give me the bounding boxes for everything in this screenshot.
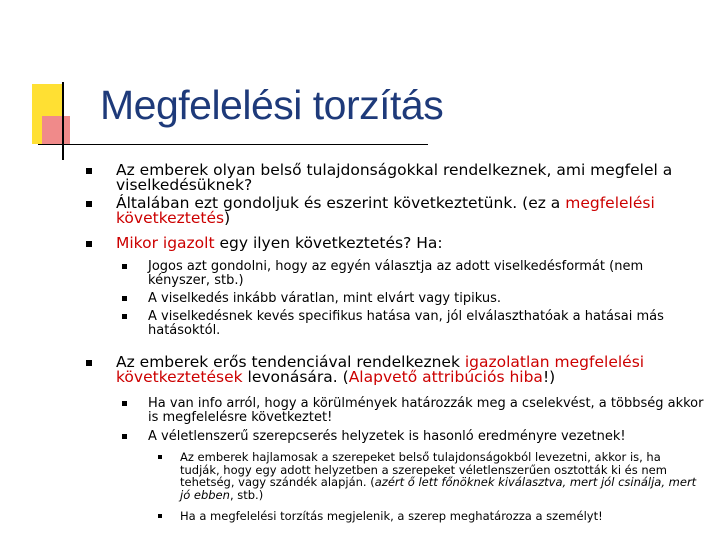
- square-bullet-icon: [122, 434, 127, 439]
- square-bullet-icon: [122, 264, 127, 269]
- sub-bullet-text: Jogos azt gondolni, hogy az egyén választja az adott viselkedésformát (nem kényszer, stb.): [148, 259, 644, 288]
- square-bullet-icon: [86, 360, 92, 366]
- bullet-4: [116, 355, 706, 385]
- bullet-3-text: egy ilyen következtetés? Ha:: [214, 234, 443, 252]
- square-bullet-icon: [86, 201, 92, 207]
- sub-sub-bullet-text: Az emberek hajlamosak a szerepeket belső tulajdonságokból levezetni, akkor is, ha tudják, hogy egy adott helyzetben a szerepeket véletlenszerűen osztották ki és nem tehetség, vagy szándék alapján. (: [180, 450, 667, 489]
- square-bullet-icon: [122, 401, 127, 406]
- square-bullet-icon: [86, 241, 92, 247]
- sub-bullet-4-2: [148, 430, 708, 444]
- sub-sub-bullet-2: [180, 510, 700, 523]
- sub-sub-bullet-text: Ha a megfelelési torzítás megjelenik, a szerep meghatározza a személyt!: [180, 509, 603, 523]
- sub-bullet-text: A viselkedésnek kevés specifikus hatása van, jól elválaszthatóak a hatásai más hatásoktól.: [148, 309, 664, 338]
- highlight-term: megfelelési következtetés: [116, 194, 655, 227]
- bullet-2-end: ): [224, 209, 231, 227]
- highlight-term-2: Alapvető attribúciós hiba: [348, 368, 543, 386]
- square-bullet-icon: [158, 514, 162, 518]
- bullet-1-text: Az emberek olyan belső tulajdonságokkal rendelkeznek, ami megfelel a viselkedésüknek?: [116, 161, 673, 194]
- bullet-2-text: Általában ezt gondoljuk és eszerint következtetünk. (ez a: [116, 194, 566, 212]
- sub-bullet-3-1: [148, 260, 708, 287]
- bullet-4-end: !): [542, 368, 556, 386]
- bullet-4-text: Az emberek erős tendenciával rendelkeznek: [116, 353, 465, 371]
- bullet-3: [116, 236, 706, 251]
- sub-bullet-text: Ha van info arról, hogy a körülmények határozzák meg a cselekvést, a többség akkor is megfelelésre következtet!: [148, 396, 704, 425]
- sub-bullet-text: A viselkedés inkább váratlan, mint elvárt vagy tipikus.: [148, 291, 502, 306]
- sub-bullet-3-3: [148, 310, 708, 337]
- square-bullet-icon: [122, 296, 127, 301]
- square-bullet-icon: [158, 455, 162, 459]
- highlight-term: igazolatlan megfelelési következtetések: [116, 353, 645, 386]
- bullet-2: [116, 196, 706, 226]
- slide-title: Megfelelési torzítás: [100, 82, 444, 128]
- sub-bullet-4-1: [148, 397, 708, 424]
- sub-sub-bullet-end: , stb.): [229, 487, 264, 502]
- sub-bullet-text: A véletlenszerű szerepcserés helyzetek is hasonló eredményre vezetnek!: [148, 429, 626, 444]
- bullet-1: [116, 163, 706, 193]
- square-bullet-icon: [122, 314, 127, 319]
- sub-bullet-3-2: [148, 292, 708, 306]
- italic-example: azért ő lett főnöknek kiválasztva, mert jól csinálja, mert jó ebben: [180, 475, 697, 502]
- sub-sub-bullet-1: [180, 451, 700, 501]
- square-bullet-icon: [86, 168, 92, 174]
- highlight-term: Mikor igazolt: [116, 234, 215, 252]
- bullet-4-mid: levonására. (: [242, 368, 349, 386]
